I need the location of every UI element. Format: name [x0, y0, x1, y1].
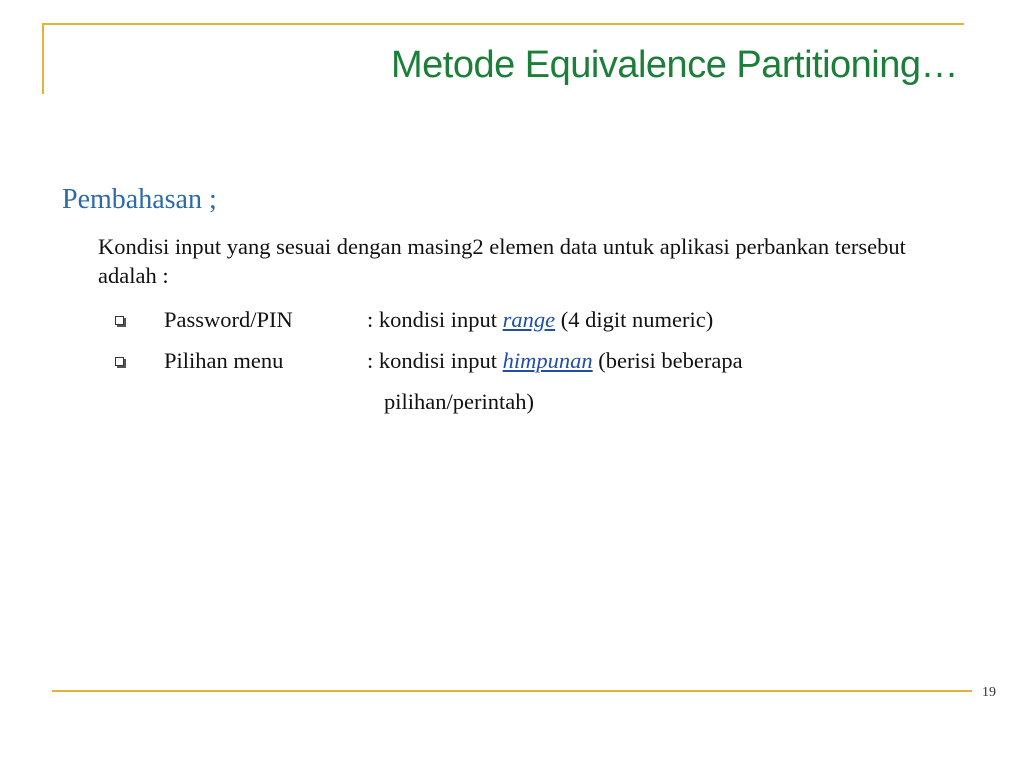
bullet-label: Password/PIN [164, 307, 293, 332]
description-suffix: (4 digit numeric) [555, 307, 714, 332]
top-border-line [42, 23, 964, 25]
term-link-range[interactable]: range [502, 307, 556, 332]
bullet-continuation: pilihan/perintah) [384, 389, 534, 414]
bullet-description [367, 343, 743, 379]
section-heading: Pembahasan ; [62, 184, 217, 215]
page-number: 19 [982, 685, 996, 700]
bullet-item-password [0, 302, 1024, 338]
square-bullet-icon [115, 357, 124, 366]
description-prefix: : kondisi input [367, 348, 503, 373]
slide-title: Metode Equivalence Partitioning… [390, 44, 958, 86]
description-suffix: (berisi beberapa [592, 348, 743, 373]
bullet-label: Pilihan menu [164, 348, 284, 373]
bullet-item-menu [0, 343, 1024, 379]
bullet-description [367, 302, 713, 338]
footer-rule [52, 690, 972, 692]
left-border-line [42, 23, 44, 94]
term-link-himpunan[interactable]: himpunan [502, 348, 593, 373]
intro-paragraph: Kondisi input yang sesuai dengan masing2 elemen data untuk aplikasi perbankan tersebut adalah : [98, 234, 906, 288]
square-bullet-icon [115, 316, 124, 325]
description-prefix: : kondisi input [367, 307, 503, 332]
